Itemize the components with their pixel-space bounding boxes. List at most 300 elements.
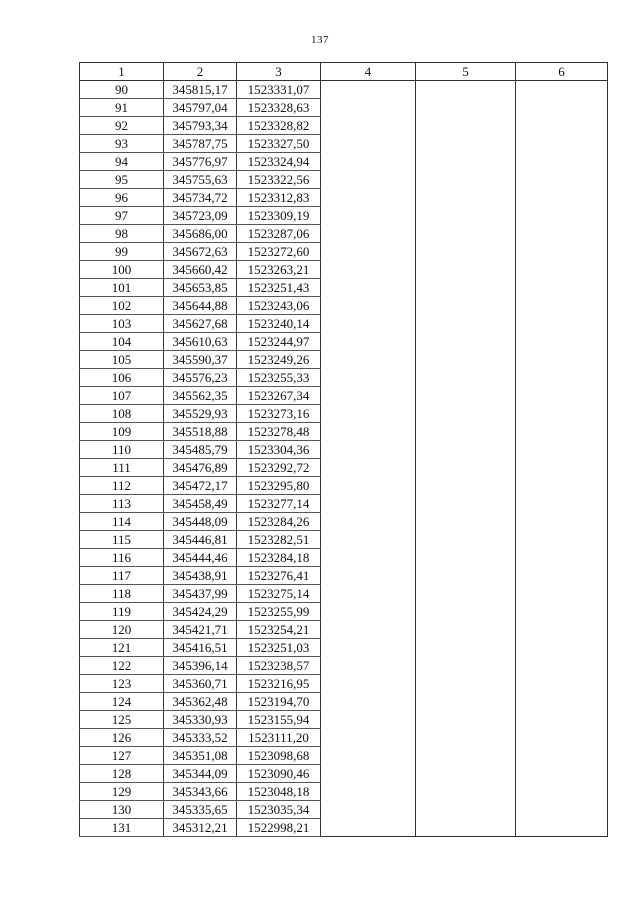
empty-cell [416,333,516,351]
point-number-cell: 92 [80,117,164,135]
empty-cell [321,693,416,711]
y-coordinate-cell: 1523277,14 [237,495,321,513]
x-coordinate-cell: 345755,63 [164,171,237,189]
y-coordinate-cell: 1523284,18 [237,549,321,567]
y-coordinate-cell: 1523255,33 [237,369,321,387]
point-number-cell: 93 [80,135,164,153]
empty-cell [321,549,416,567]
empty-cell [321,513,416,531]
x-coordinate-cell: 345672,63 [164,243,237,261]
empty-cell [416,585,516,603]
empty-cell [516,585,608,603]
empty-cell [516,279,608,297]
empty-cell [416,261,516,279]
y-coordinate-cell: 1523328,63 [237,99,321,117]
table-row [80,189,608,207]
empty-cell [516,261,608,279]
table-row [80,783,608,801]
empty-cell [321,369,416,387]
x-coordinate-cell: 345627,68 [164,315,237,333]
x-coordinate-cell: 345776,97 [164,153,237,171]
empty-cell [321,441,416,459]
empty-cell [321,171,416,189]
empty-cell [321,423,416,441]
x-coordinate-cell: 345518,88 [164,423,237,441]
empty-cell [516,333,608,351]
table-row [80,99,608,117]
x-coordinate-cell: 345444,46 [164,549,237,567]
table-row [80,747,608,765]
point-number-cell: 125 [80,711,164,729]
empty-cell [416,621,516,639]
empty-cell [516,225,608,243]
empty-cell [416,423,516,441]
empty-cell [321,225,416,243]
point-number-cell: 127 [80,747,164,765]
table-row [80,495,608,513]
point-number-cell: 128 [80,765,164,783]
table-row [80,171,608,189]
empty-cell [516,603,608,621]
y-coordinate-cell: 1523312,83 [237,189,321,207]
empty-cell [321,261,416,279]
point-number-cell: 115 [80,531,164,549]
empty-cell [516,783,608,801]
empty-cell [321,531,416,549]
x-coordinate-cell: 345333,52 [164,729,237,747]
table-body [80,81,608,837]
x-coordinate-cell: 345660,42 [164,261,237,279]
point-number-cell: 90 [80,81,164,99]
empty-cell [416,369,516,387]
empty-cell [516,801,608,819]
empty-cell [516,387,608,405]
empty-cell [516,621,608,639]
empty-cell [516,495,608,513]
x-coordinate-cell: 345562,35 [164,387,237,405]
y-coordinate-cell: 1523035,34 [237,801,321,819]
x-coordinate-cell: 345330,93 [164,711,237,729]
empty-cell [516,765,608,783]
empty-cell [416,207,516,225]
x-coordinate-cell: 345797,04 [164,99,237,117]
empty-cell [416,729,516,747]
x-coordinate-cell: 345448,09 [164,513,237,531]
empty-cell [516,711,608,729]
x-coordinate-cell: 345421,71 [164,621,237,639]
empty-cell [416,603,516,621]
point-number-cell: 98 [80,225,164,243]
table-row [80,459,608,477]
x-coordinate-cell: 345437,99 [164,585,237,603]
x-coordinate-cell: 345438,91 [164,567,237,585]
column-header-3: 3 [237,63,321,81]
empty-cell [416,153,516,171]
table-row [80,261,608,279]
empty-cell [321,585,416,603]
table-row [80,315,608,333]
y-coordinate-cell: 1523304,36 [237,441,321,459]
empty-cell [416,315,516,333]
point-number-cell: 106 [80,369,164,387]
y-coordinate-cell: 1523324,94 [237,153,321,171]
y-coordinate-cell: 1523327,50 [237,135,321,153]
empty-cell [321,819,416,837]
y-coordinate-cell: 1523292,72 [237,459,321,477]
table-row [80,675,608,693]
point-number-cell: 107 [80,387,164,405]
point-number-cell: 111 [80,459,164,477]
x-coordinate-cell: 345424,29 [164,603,237,621]
table-row [80,801,608,819]
y-coordinate-cell: 1523111,20 [237,729,321,747]
y-coordinate-cell: 1523194,70 [237,693,321,711]
x-coordinate-cell: 345485,79 [164,441,237,459]
table-row [80,441,608,459]
point-number-cell: 109 [80,423,164,441]
y-coordinate-cell: 1523216,95 [237,675,321,693]
empty-cell [416,117,516,135]
empty-cell [416,549,516,567]
empty-cell [516,369,608,387]
table-row [80,207,608,225]
table-header-row [80,63,608,81]
y-coordinate-cell: 1523244,97 [237,333,321,351]
x-coordinate-cell: 345815,17 [164,81,237,99]
empty-cell [516,351,608,369]
empty-cell [416,783,516,801]
table-row [80,765,608,783]
empty-cell [321,135,416,153]
x-coordinate-cell: 345686,00 [164,225,237,243]
table-row [80,369,608,387]
empty-cell [516,693,608,711]
table-row [80,387,608,405]
x-coordinate-cell: 345335,65 [164,801,237,819]
x-coordinate-cell: 345787,75 [164,135,237,153]
point-number-cell: 91 [80,99,164,117]
empty-cell [321,729,416,747]
empty-cell [416,387,516,405]
point-number-cell: 126 [80,729,164,747]
empty-cell [516,675,608,693]
empty-cell [416,477,516,495]
y-coordinate-cell: 1523238,57 [237,657,321,675]
x-coordinate-cell: 345396,14 [164,657,237,675]
empty-cell [416,765,516,783]
empty-cell [416,99,516,117]
y-coordinate-cell: 1523254,21 [237,621,321,639]
empty-cell [321,189,416,207]
point-number-cell: 97 [80,207,164,225]
empty-cell [516,243,608,261]
empty-cell [321,495,416,513]
point-number-cell: 113 [80,495,164,513]
x-coordinate-cell: 345344,09 [164,765,237,783]
y-coordinate-cell: 1523243,06 [237,297,321,315]
x-coordinate-cell: 345360,71 [164,675,237,693]
x-coordinate-cell: 345644,88 [164,297,237,315]
y-coordinate-cell: 1523287,06 [237,225,321,243]
point-number-cell: 120 [80,621,164,639]
empty-cell [416,513,516,531]
y-coordinate-cell: 1522998,21 [237,819,321,837]
empty-cell [416,351,516,369]
x-coordinate-cell: 345458,49 [164,495,237,513]
column-header-4: 4 [321,63,416,81]
table-row [80,819,608,837]
point-number-cell: 99 [80,243,164,261]
point-number-cell: 95 [80,171,164,189]
empty-cell [516,297,608,315]
x-coordinate-cell: 345529,93 [164,405,237,423]
point-number-cell: 108 [80,405,164,423]
empty-cell [321,603,416,621]
y-coordinate-cell: 1523273,16 [237,405,321,423]
empty-cell [516,459,608,477]
empty-cell [416,639,516,657]
empty-cell [416,441,516,459]
y-coordinate-cell: 1523090,46 [237,765,321,783]
empty-cell [516,567,608,585]
empty-cell [416,81,516,99]
point-number-cell: 130 [80,801,164,819]
table-row [80,117,608,135]
x-coordinate-cell: 345734,72 [164,189,237,207]
empty-cell [321,711,416,729]
y-coordinate-cell: 1523322,56 [237,171,321,189]
empty-cell [416,657,516,675]
table-row [80,333,608,351]
y-coordinate-cell: 1523276,41 [237,567,321,585]
empty-cell [516,207,608,225]
x-coordinate-cell: 345472,17 [164,477,237,495]
table-row [80,297,608,315]
point-number-cell: 112 [80,477,164,495]
empty-cell [321,783,416,801]
empty-cell [321,639,416,657]
empty-cell [416,243,516,261]
table-row [80,243,608,261]
empty-cell [321,207,416,225]
column-header-1: 1 [80,63,164,81]
empty-cell [516,549,608,567]
y-coordinate-cell: 1523272,60 [237,243,321,261]
table-row [80,513,608,531]
empty-cell [321,117,416,135]
y-coordinate-cell: 1523249,26 [237,351,321,369]
empty-cell [416,225,516,243]
empty-cell [321,243,416,261]
y-coordinate-cell: 1523255,99 [237,603,321,621]
y-coordinate-cell: 1523282,51 [237,531,321,549]
point-number-cell: 104 [80,333,164,351]
table-row [80,351,608,369]
x-coordinate-cell: 345343,66 [164,783,237,801]
empty-cell [321,315,416,333]
empty-cell [516,117,608,135]
table-row [80,153,608,171]
y-coordinate-cell: 1523263,21 [237,261,321,279]
empty-cell [516,81,608,99]
y-coordinate-cell: 1523240,14 [237,315,321,333]
table-row [80,693,608,711]
point-number-cell: 116 [80,549,164,567]
point-number-cell: 118 [80,585,164,603]
empty-cell [321,621,416,639]
table-row [80,279,608,297]
x-coordinate-cell: 345362,48 [164,693,237,711]
column-header-2: 2 [164,63,237,81]
point-number-cell: 119 [80,603,164,621]
x-coordinate-cell: 345610,63 [164,333,237,351]
table-row [80,639,608,657]
point-number-cell: 101 [80,279,164,297]
empty-cell [416,171,516,189]
point-number-cell: 131 [80,819,164,837]
x-coordinate-cell: 345793,34 [164,117,237,135]
empty-cell [516,513,608,531]
table-row [80,225,608,243]
x-coordinate-cell: 345446,81 [164,531,237,549]
empty-cell [416,189,516,207]
empty-cell [516,405,608,423]
point-number-cell: 124 [80,693,164,711]
empty-cell [321,81,416,99]
empty-cell [416,405,516,423]
point-number-cell: 122 [80,657,164,675]
y-coordinate-cell: 1523251,43 [237,279,321,297]
empty-cell [321,567,416,585]
empty-cell [516,423,608,441]
x-coordinate-cell: 345723,09 [164,207,237,225]
x-coordinate-cell: 345576,23 [164,369,237,387]
x-coordinate-cell: 345590,37 [164,351,237,369]
point-number-cell: 96 [80,189,164,207]
empty-cell [516,315,608,333]
table-row [80,585,608,603]
y-coordinate-cell: 1523278,48 [237,423,321,441]
point-number-cell: 117 [80,567,164,585]
table-row [80,603,608,621]
empty-cell [416,531,516,549]
table-row [80,567,608,585]
empty-cell [321,657,416,675]
table-row [80,549,608,567]
y-coordinate-cell: 1523275,14 [237,585,321,603]
empty-cell [416,801,516,819]
empty-cell [516,189,608,207]
empty-cell [516,531,608,549]
table-row [80,423,608,441]
y-coordinate-cell: 1523295,80 [237,477,321,495]
empty-cell [516,729,608,747]
point-number-cell: 94 [80,153,164,171]
table-row [80,531,608,549]
empty-cell [416,747,516,765]
x-coordinate-cell: 345312,21 [164,819,237,837]
empty-cell [516,747,608,765]
point-number-cell: 129 [80,783,164,801]
empty-cell [416,819,516,837]
empty-cell [321,153,416,171]
point-number-cell: 102 [80,297,164,315]
empty-cell [321,99,416,117]
point-number-cell: 121 [80,639,164,657]
coordinates-table [79,62,608,837]
empty-cell [516,135,608,153]
empty-cell [321,333,416,351]
table-row [80,81,608,99]
y-coordinate-cell: 1523328,82 [237,117,321,135]
table-row [80,711,608,729]
empty-cell [321,279,416,297]
empty-cell [516,171,608,189]
empty-cell [416,495,516,513]
y-coordinate-cell: 1523267,34 [237,387,321,405]
y-coordinate-cell: 1523284,26 [237,513,321,531]
empty-cell [516,99,608,117]
empty-cell [516,477,608,495]
empty-cell [321,801,416,819]
table-row [80,621,608,639]
empty-cell [321,675,416,693]
empty-cell [321,765,416,783]
empty-cell [321,747,416,765]
point-number-cell: 103 [80,315,164,333]
empty-cell [416,675,516,693]
empty-cell [321,297,416,315]
empty-cell [416,135,516,153]
empty-cell [321,387,416,405]
y-coordinate-cell: 1523098,68 [237,747,321,765]
empty-cell [416,711,516,729]
y-coordinate-cell: 1523155,94 [237,711,321,729]
x-coordinate-cell: 345476,89 [164,459,237,477]
point-number-cell: 114 [80,513,164,531]
table-row [80,657,608,675]
x-coordinate-cell: 345653,85 [164,279,237,297]
page-number: 137 [311,34,329,46]
x-coordinate-cell: 345351,08 [164,747,237,765]
empty-cell [416,459,516,477]
table-row [80,477,608,495]
y-coordinate-cell: 1523331,07 [237,81,321,99]
empty-cell [516,153,608,171]
table-row [80,135,608,153]
empty-cell [416,279,516,297]
column-header-5: 5 [416,63,516,81]
empty-cell [416,567,516,585]
y-coordinate-cell: 1523048,18 [237,783,321,801]
y-coordinate-cell: 1523251,03 [237,639,321,657]
point-number-cell: 123 [80,675,164,693]
empty-cell [516,657,608,675]
empty-cell [516,819,608,837]
empty-cell [321,405,416,423]
x-coordinate-cell: 345416,51 [164,639,237,657]
empty-cell [321,351,416,369]
empty-cell [321,477,416,495]
empty-cell [321,459,416,477]
table-row [80,729,608,747]
empty-cell [516,441,608,459]
point-number-cell: 110 [80,441,164,459]
point-number-cell: 100 [80,261,164,279]
point-number-cell: 105 [80,351,164,369]
column-header-6: 6 [516,63,608,81]
empty-cell [416,297,516,315]
